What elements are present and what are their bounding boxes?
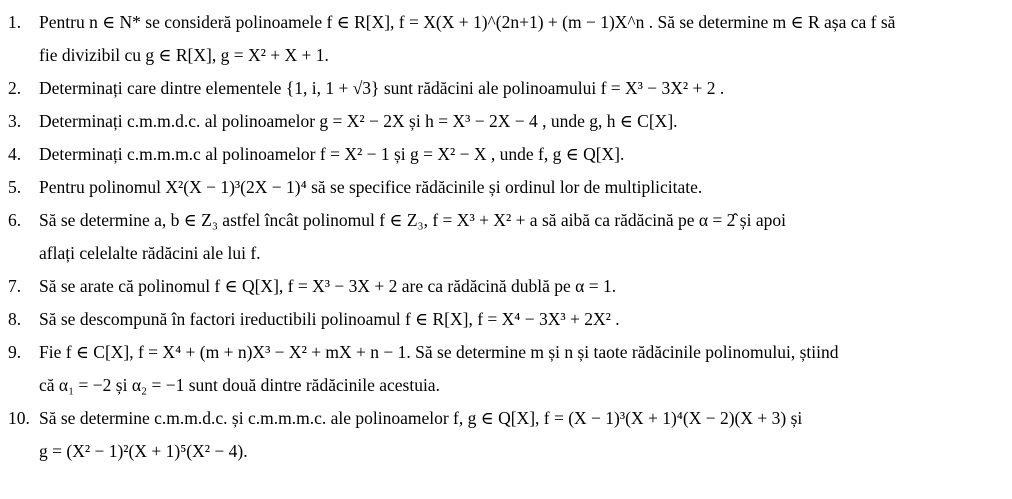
problem-line: Fie f ∈ C[X], f = X⁴ + (m + n)X³ − X² + mX + n − 1. Să se determine m și n și taote rădăcinile polinomului, știind xyxy=(39,342,839,362)
problem-text xyxy=(39,336,1008,402)
problem-line: fie divizibil cu g ∈ R[X], g = X² + X + 1. xyxy=(39,45,329,65)
problem-5 xyxy=(8,171,1008,204)
problem-number: 2. xyxy=(8,78,22,98)
problem-line: Să se descompună în factori ireductibili polinoamul f ∈ R[X], f = X⁴ − 3X³ + 2X² . xyxy=(39,309,620,329)
problem-number: 8. xyxy=(8,309,22,329)
problem-line: Determinați c.m.m.d.c. al polinoamelor g = X² − 2X și h = X³ − 2X − 4 , unde g, h ∈ C[X]. xyxy=(39,111,678,131)
problem-list xyxy=(8,6,1008,468)
problem-2 xyxy=(8,72,1008,105)
problem-text xyxy=(39,72,1008,105)
problem-line: Pentru polinomul X²(X − 1)³(2X − 1)⁴ să se specifice rădăcinile și ordinul lor de multiplicitate. xyxy=(39,177,703,197)
problem-number: 3. xyxy=(8,111,22,131)
problem-text xyxy=(39,171,1008,204)
problem-number: 7. xyxy=(8,276,22,296)
problem-number: 1. xyxy=(8,12,22,32)
problem-text xyxy=(39,402,1008,468)
problem-7 xyxy=(8,270,1008,303)
problem-3 xyxy=(8,105,1008,138)
problem-4 xyxy=(8,138,1008,171)
problem-text xyxy=(39,6,1008,72)
problem-text xyxy=(39,303,1008,336)
problem-number: 6. xyxy=(8,210,22,230)
problem-line: Să se determine a, b ∈ Z₃ astfel încât polinomul f ∈ Z₃, f = X³ + X² + a să aibă ca rădăcină pe α = 2̂ și apoi xyxy=(39,210,786,230)
problem-10 xyxy=(8,402,1008,468)
problem-1 xyxy=(8,6,1008,72)
problem-9 xyxy=(8,336,1008,402)
problem-number: 9. xyxy=(8,342,22,362)
problem-6 xyxy=(8,204,1008,270)
problem-line: aflați celelalte rădăcini ale lui f. xyxy=(39,243,261,263)
problem-number: 5. xyxy=(8,177,22,197)
problem-line: Să se determine c.m.m.d.c. și c.m.m.m.c. ale polinoamelor f, g ∈ Q[X], f = (X − 1)³(X + 1)⁴(X − 2)(X + 3) și xyxy=(39,408,803,428)
problem-text xyxy=(39,105,1008,138)
problem-number: 10. xyxy=(8,408,30,428)
problem-line: Determinați c.m.m.m.c al polinoamelor f = X² − 1 și g = X² − X , unde f, g ∈ Q[X]. xyxy=(39,144,625,164)
problem-line: că α₁ = −2 și α₂ = −1 sunt două dintre rădăcinile acestuia. xyxy=(39,375,440,395)
problem-text xyxy=(39,270,1008,303)
problem-line: Pentru n ∈ N* se consideră polinoamele f ∈ R[X], f = X(X + 1)^(2n+1) + (m − 1)X^n . Să se determine m ∈ R așa ca f să xyxy=(39,12,896,32)
problem-line: g = (X² − 1)²(X + 1)⁵(X² − 4). xyxy=(39,441,248,461)
problem-line: Să se arate că polinomul f ∈ Q[X], f = X³ − 3X + 2 are ca rădăcină dublă pe α = 1. xyxy=(39,276,617,296)
problem-text xyxy=(39,138,1008,171)
problem-text xyxy=(39,204,1008,270)
problem-number: 4. xyxy=(8,144,22,164)
problem-8 xyxy=(8,303,1008,336)
problem-line: Determinați care dintre elementele {1, i, 1 + √3} sunt rădăcini ale polinoamului f = X³ − 3X² + 2 . xyxy=(39,78,725,98)
